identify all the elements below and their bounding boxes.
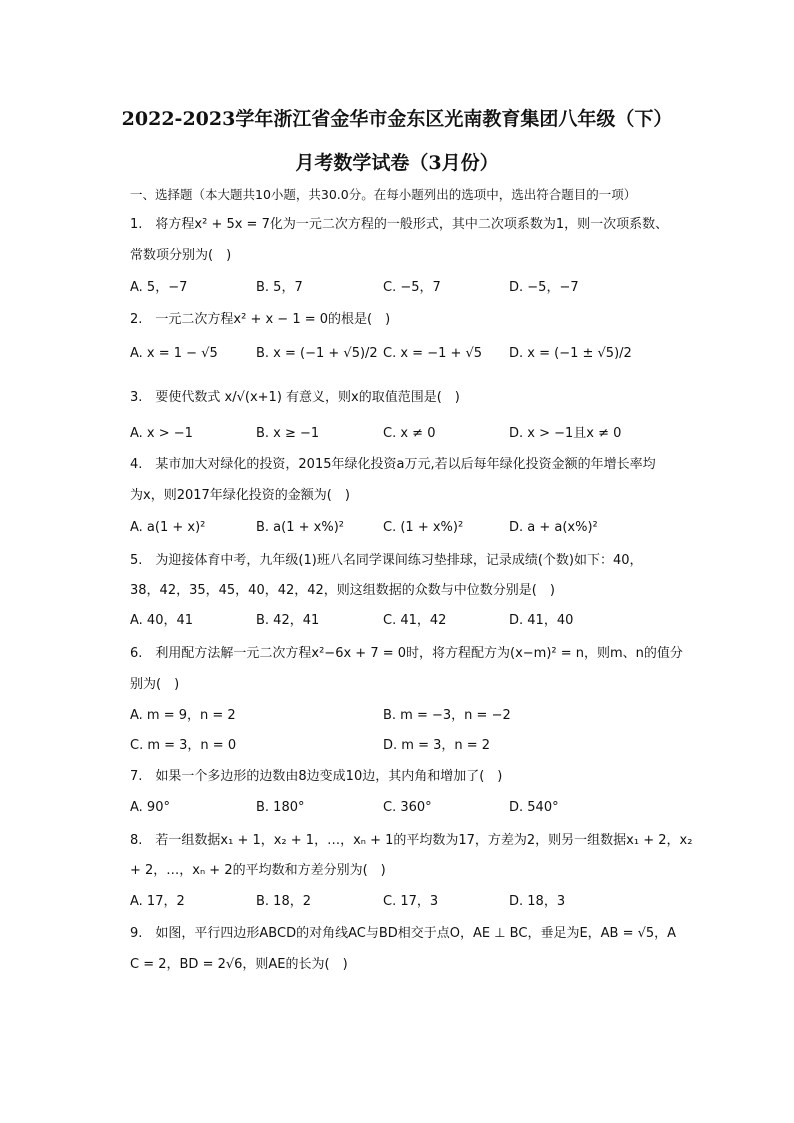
question-9-stem-line2: C = 2，BD = 2√6，则AE的长为( ) <box>130 957 348 972</box>
question-2-stem: 2. 一元二次方程x² + x − 1 = 0的根是( ) <box>130 312 391 327</box>
section-heading: 一、选择题（本大题共10小题，共30.0分。在每小题列出的选项中，选出符合题目的一项） <box>130 187 637 202</box>
question-6-option-a: A. m = 9，n = 2 <box>130 708 236 723</box>
question-7-option-c: C. 360° <box>383 800 432 815</box>
question-2-option-a: A. x = 1 − √5 <box>130 346 218 361</box>
question-6-stem-line2: 别为( ) <box>130 677 180 692</box>
exam-title-line1: 2022-2023学年浙江省金华市金东区光南教育集团八年级（下） <box>121 108 673 130</box>
question-8-option-b: B. 18，2 <box>256 894 311 909</box>
question-3-option-a: A. x > −1 <box>130 426 193 441</box>
question-4-option-d: D. a + a(x%)² <box>509 520 598 535</box>
question-4-option-b: B. a(1 + x%)² <box>256 520 344 535</box>
question-6-stem-line1: 6. 利用配方法解一元二次方程x²−6x + 7 = 0时，将方程配方为(x−m)² = n，则m、n的值分 <box>130 646 683 661</box>
question-6-option-c: C. m = 3，n = 0 <box>130 738 237 753</box>
question-3-option-d: D. x > −1且x ≠ 0 <box>509 426 622 441</box>
question-9-stem-line1: 9. 如图，平行四边形ABCD的对角线AC与BD相交于点O，AE ⊥ BC，垂足为E，AB = √5，A <box>130 926 677 941</box>
question-4-stem-line1: 4. 某市加大对绿化的投资，2015年绿化投资a万元,若以后每年绿化投资金额的年增长率均 <box>130 457 656 472</box>
question-5-option-b: B. 42，41 <box>256 613 320 628</box>
question-7-stem: 7. 如果一个多边形的边数由8边变成10边，其内角和增加了( ) <box>130 769 503 784</box>
question-5-option-d: D. 41，40 <box>509 613 574 628</box>
question-6-option-b: B. m = −3，n = −2 <box>383 708 511 723</box>
question-1-option-c: C. −5，7 <box>383 280 441 295</box>
question-5-stem-line1: 5. 为迎接体育中考，九年级(1)班八名同学课间练习垫排球，记录成绩(个数)如下：40， <box>130 553 643 568</box>
question-1-option-d: D. −5，−7 <box>509 280 579 295</box>
question-4-stem-line2: 为x，则2017年绿化投资的金额为( ) <box>130 488 350 503</box>
question-8-option-a: A. 17，2 <box>130 894 185 909</box>
exam-title-line2: 月考数学试卷（3月份） <box>295 152 499 174</box>
question-8-option-c: C. 17，3 <box>383 894 439 909</box>
question-5-option-a: A. 40，41 <box>130 613 194 628</box>
question-3-stem: 3. 要使代数式 x/√(x+1) 有意义，则x的取值范围是( ) <box>130 390 460 405</box>
question-2-option-c: C. x = −1 + √5 <box>383 346 483 361</box>
question-7-option-b: B. 180° <box>256 800 305 815</box>
question-5-option-c: C. 41，42 <box>383 613 447 628</box>
question-1-stem-line1: 1. 将方程x² + 5x = 7化为一元二次方程的一般形式，其中二次项系数为1，则一次项系数、 <box>130 217 669 232</box>
question-8-stem-line1: 8. 若一组数据x₁ + 1，x₂ + 1，…，xₙ + 1的平均数为17，方差为2，则另一组数据x₁ + 2，x₂ <box>130 833 693 848</box>
question-5-stem-line2: 38，42，35，45，40，42，42，则这组数据的众数与中位数分别是( ) <box>130 583 555 598</box>
question-6-option-d: D. m = 3，n = 2 <box>383 738 491 753</box>
question-2-option-b: B. x = (−1 + √5)/2 <box>256 346 378 361</box>
question-8-option-d: D. 18，3 <box>509 894 566 909</box>
question-1-option-b: B. 5，7 <box>256 280 303 295</box>
question-7-option-a: A. 90° <box>130 800 170 815</box>
question-1-stem-line2: 常数项分别为( ) <box>130 248 232 263</box>
question-2-option-d: D. x = (−1 ± √5)/2 <box>509 346 632 361</box>
question-3-option-b: B. x ≥ −1 <box>256 426 320 441</box>
question-7-option-d: D. 540° <box>509 800 559 815</box>
question-8-stem-line2: + 2，…，xₙ + 2的平均数和方差分别为( ) <box>130 863 386 878</box>
question-3-option-c: C. x ≠ 0 <box>383 426 436 441</box>
question-1-option-a: A. 5，−7 <box>130 280 188 295</box>
question-4-option-c: C. (1 + x%)² <box>383 520 464 535</box>
question-4-option-a: A. a(1 + x)² <box>130 520 206 535</box>
